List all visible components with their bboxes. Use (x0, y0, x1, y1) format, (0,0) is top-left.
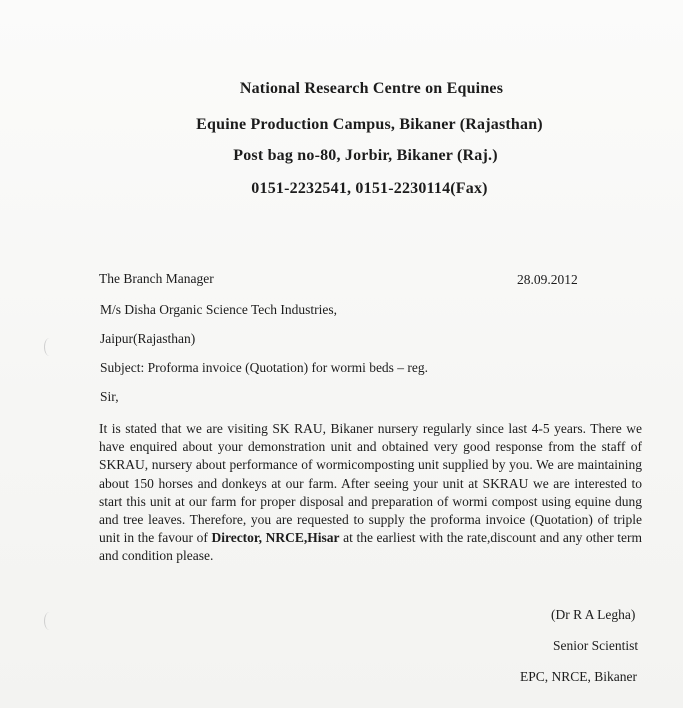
signatory-office: EPC, NRCE, Bikaner (520, 669, 637, 684)
recipient-company: M/s Disha Organic Science Tech Industries, (100, 302, 338, 317)
signatory-name: (Dr R A Legha) (551, 607, 636, 622)
letter-body (99, 420, 642, 566)
letterhead-phone: 0151-2232541, 0151-2230114(Fax) (251, 180, 488, 197)
body-text-part2: at the earliest with the rate,discount and any other term and condition please. (99, 530, 642, 564)
punch-hole-mark (44, 612, 55, 630)
recipient-city: Jaipur(Rajasthan) (100, 331, 196, 346)
salutation: Sir, (100, 389, 119, 404)
letterhead-campus: Equine Production Campus, Bikaner (Rajasthan) (196, 116, 543, 133)
letter-subject: Subject: Proforma invoice (Quotation) for wormi beds – reg. (100, 360, 429, 375)
letter-date: 28.09.2012 (517, 272, 578, 287)
body-text-addressee: Director, NRCE,Hisar (211, 530, 340, 546)
recipient-title: The Branch Manager (99, 271, 214, 286)
body-text-part1: It is stated that we are visiting SK RAU, Bikaner nursery regularly since last 4-5 years. There we have enquired about your demonstration unit and obtained very good response from the staff of SKRAU, nursery about performance of wormicomposting unit supplied by you. We are maintaining about 150 horses and donkeys at our farm. After seeing your unit at SKRAU we are interested to start this unit at our farm for proper disposal and preparation of wormi compost using equine dung and tree leaves. Therefore, you are requested to supply the proforma invoice (Quotation) of triple unit in the favour of (99, 421, 642, 546)
punch-hole-mark (44, 338, 55, 356)
letterhead-institution: National Research Centre on Equines (239, 80, 504, 97)
signatory-designation: Senior Scientist (553, 638, 639, 653)
letterhead-address: Post bag no-80, Jorbir, Bikaner (Raj.) (233, 147, 498, 164)
